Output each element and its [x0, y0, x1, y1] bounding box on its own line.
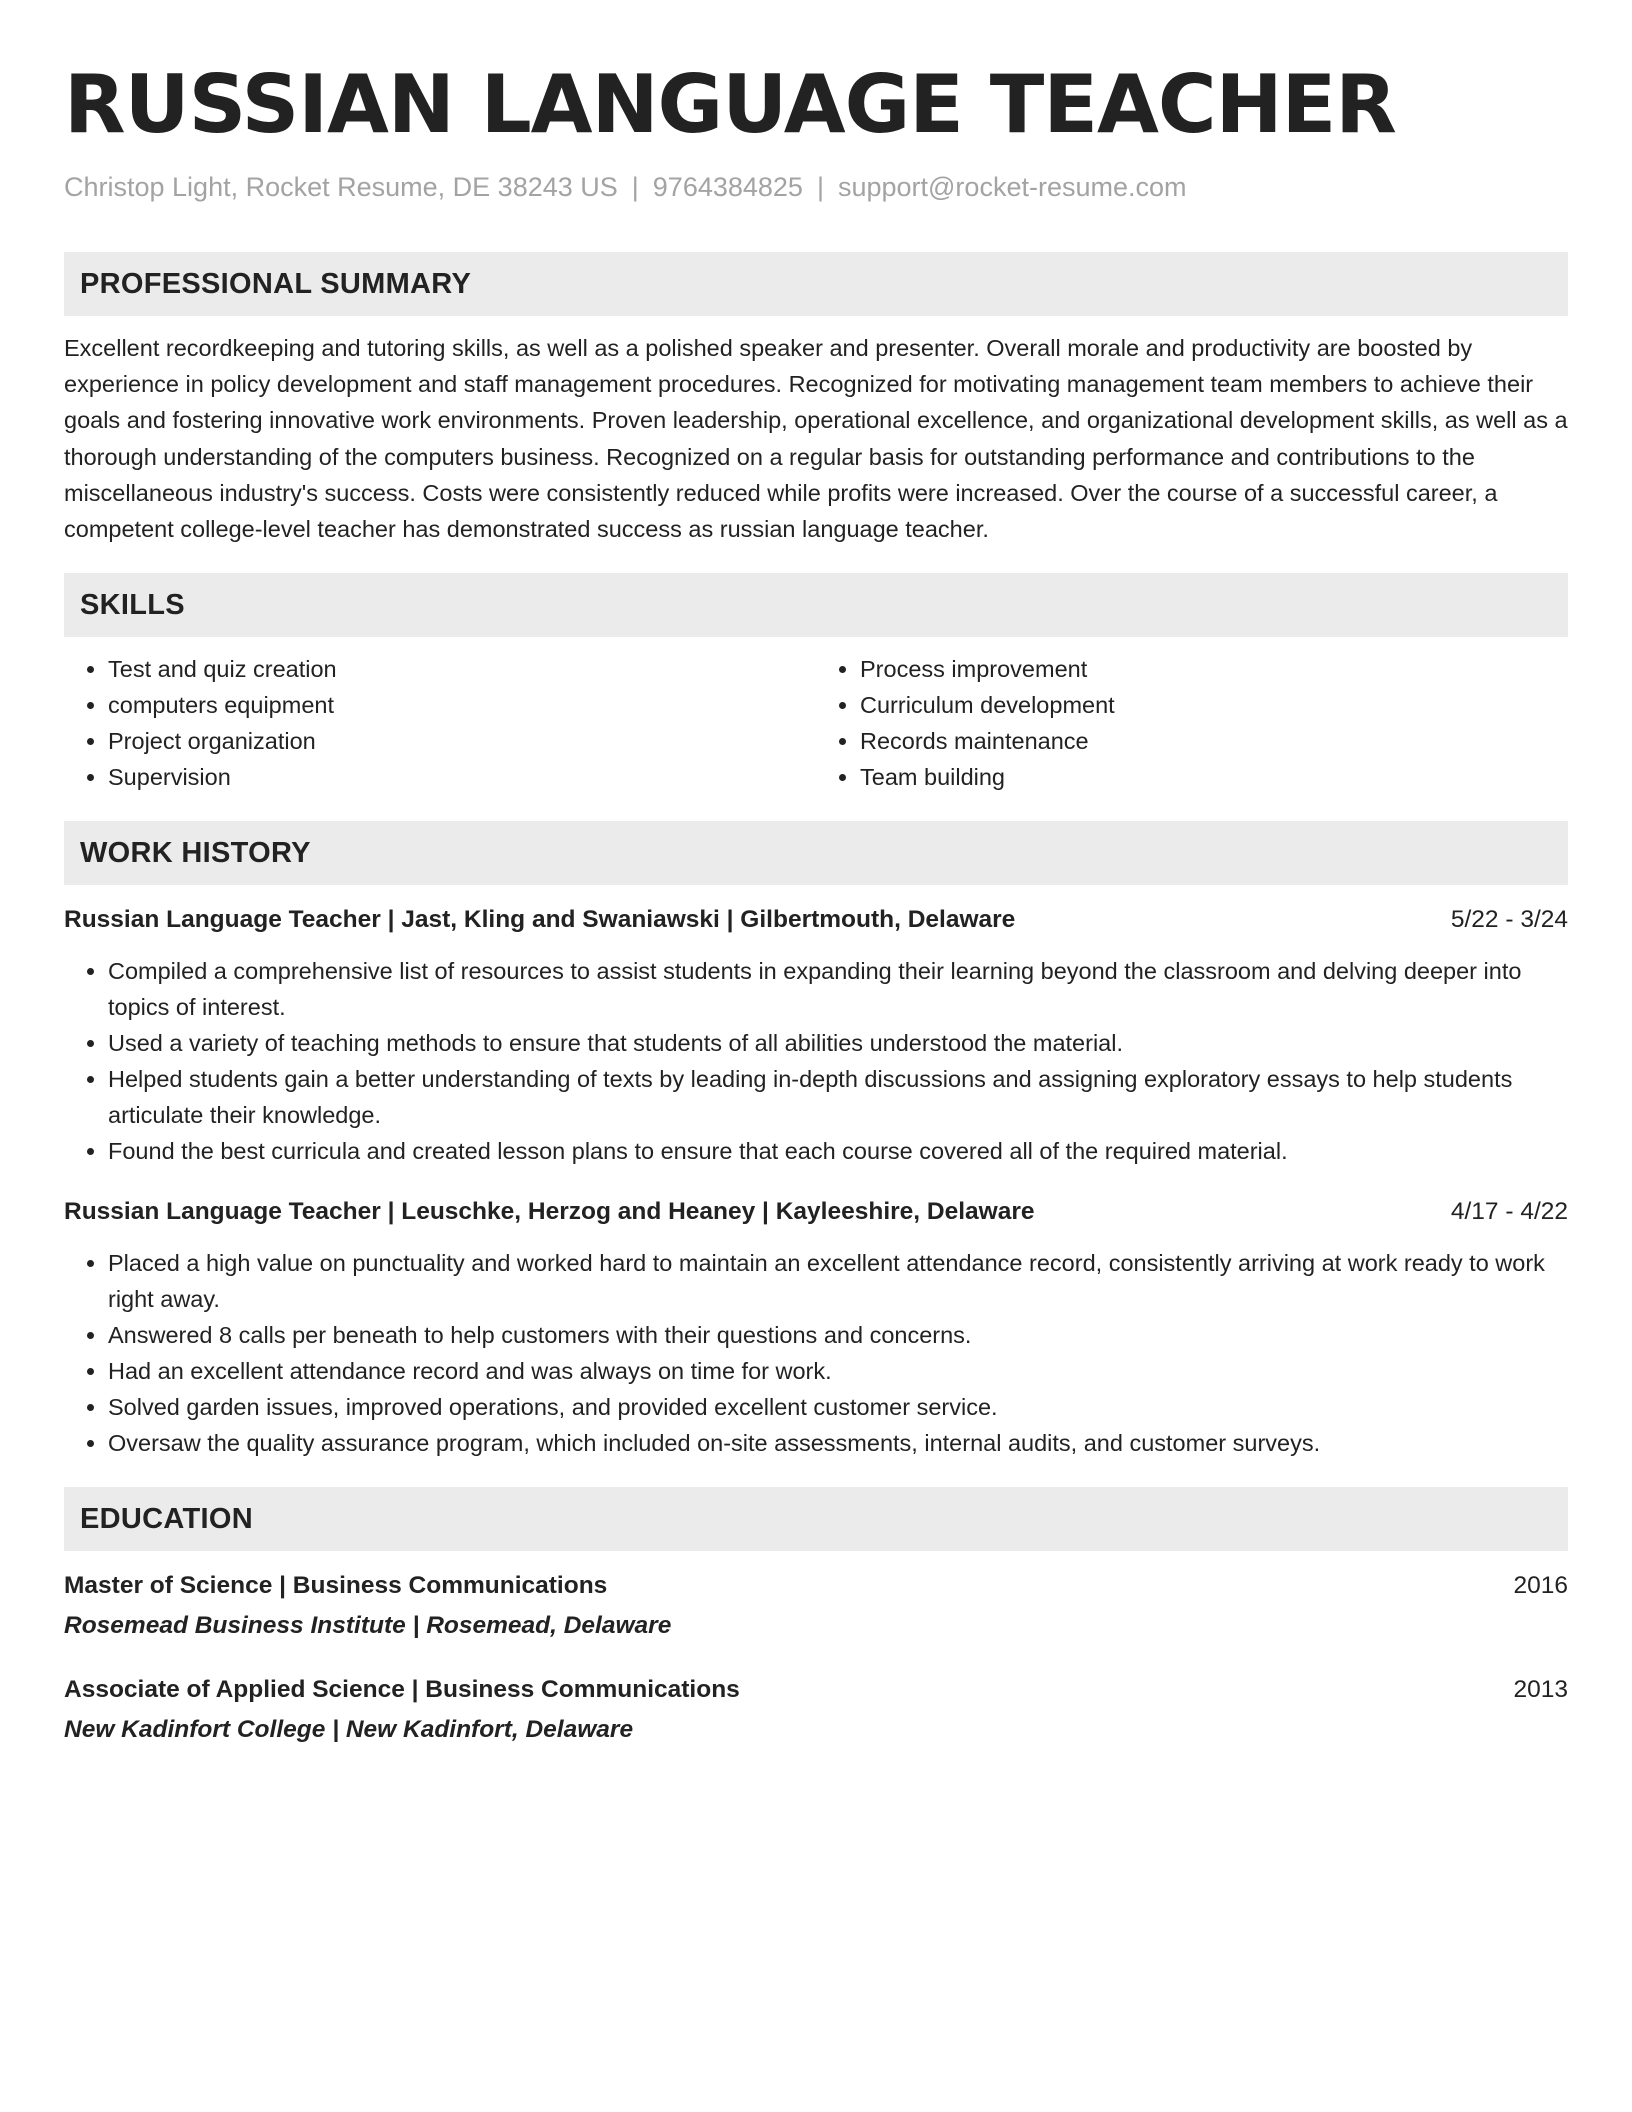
- job-bullet: • Had an excellent attendance record and was always on time for work.: [108, 1353, 1568, 1389]
- job-header: [64, 903, 1568, 937]
- skill-item: • Team building: [860, 759, 1568, 795]
- job-bullet: • Oversaw the quality assurance program, which included on-site assessments, internal audits, and customer surveys.: [108, 1425, 1568, 1461]
- contact-address: Christop Light, Rocket Resume, DE 38243 US: [64, 172, 618, 202]
- resume-title: RUSSIAN LANGUAGE TEACHER: [64, 58, 1396, 151]
- job-bullet: • Answered 8 calls per beneath to help customers with their questions and concerns.: [108, 1317, 1568, 1353]
- summary-text: Excellent recordkeeping and tutoring skills, as well as a polished speaker and presenter. Overall morale and productivity are boosted by experience in policy development and staff management procedures. Recognized for motivating management team members to achieve their goals and fostering innovative work environments. Proven leadership, operational excellence, and organizational development skills, as well as a thorough understanding of the computers business. Recognized on a regular basis for outstanding performance and contributions to the miscellaneous industry's success. Costs were consistently reduced while profits were increased. Over the course of a successful career, a competent college-level teacher has demonstrated success as russian language teacher.: [64, 335, 1568, 543]
- education-year: 2016: [1513, 1572, 1568, 1600]
- skill-item: • Project organization: [108, 723, 816, 759]
- education-entry: [64, 1673, 1568, 1747]
- contact-phone: 9764384825: [652, 172, 803, 202]
- education-entry: [64, 1569, 1568, 1643]
- section-header-summary: PROFESSIONAL SUMMARY: [64, 252, 1568, 316]
- job-dates: 4/17 - 4/22: [1450, 1198, 1568, 1226]
- skill-item: • computers equipment: [108, 687, 816, 723]
- education-degree: Master of Science | Business Communications: [64, 1572, 608, 1600]
- skill-item: • Records maintenance: [860, 723, 1568, 759]
- section-header-skills: SKILLS: [64, 573, 1568, 637]
- job-bullet: • Found the best curricula and created lesson plans to ensure that each course covered all of the required material.: [108, 1133, 1568, 1169]
- job-bullet: • Helped students gain a better understanding of texts by leading in-depth discussions and assigning exploratory essays to help students articulate their knowledge.: [108, 1061, 1568, 1133]
- education-header: [64, 1569, 1568, 1603]
- skills-column-right: [816, 651, 1568, 795]
- contact-email: support@rocket-resume.com: [837, 172, 1187, 202]
- job-entry: [64, 1195, 1568, 1461]
- section-header-education: EDUCATION: [64, 1487, 1568, 1551]
- job-dates: 5/22 - 3/24: [1450, 906, 1568, 934]
- job-bullets: [64, 1245, 1568, 1461]
- job-bullet: • Used a variety of teaching methods to ensure that students of all abilities understood the material.: [108, 1025, 1568, 1061]
- job-title: Russian Language Teacher | Jast, Kling and Swaniawski | Gilbertmouth, Delaware: [64, 906, 1016, 934]
- job-entry: [64, 903, 1568, 1169]
- job-title: Russian Language Teacher | Leuschke, Herzog and Heaney | Kayleeshire, Delaware: [64, 1198, 1035, 1226]
- section-header-work: WORK HISTORY: [64, 821, 1568, 885]
- job-bullet: • Placed a high value on punctuality and worked hard to maintain an excellent attendance record, consistently arriving at work ready to work right away.: [108, 1245, 1568, 1317]
- education-header: [64, 1673, 1568, 1707]
- skills-list: [64, 651, 1568, 795]
- skill-item: • Process improvement: [860, 651, 1568, 687]
- education-school: New Kadinfort College | New Kadinfort, Delaware: [64, 1716, 634, 1744]
- education-degree: Associate of Applied Science | Business Communications: [64, 1676, 740, 1704]
- job-bullets: [64, 953, 1568, 1169]
- education-school: Rosemead Business Institute | Rosemead, Delaware: [64, 1612, 672, 1640]
- skill-item: • Test and quiz creation: [108, 651, 816, 687]
- education-year: 2013: [1513, 1676, 1568, 1704]
- contact-separator: |: [631, 172, 639, 202]
- skills-column-left: [64, 651, 816, 795]
- contact-line: [64, 170, 1568, 204]
- job-bullet: • Compiled a comprehensive list of resources to assist students in expanding their learning beyond the classroom and delving deeper into topics of interest.: [108, 953, 1568, 1025]
- job-bullet: • Solved garden issues, improved operations, and provided excellent customer service.: [108, 1389, 1568, 1425]
- skill-item: • Supervision: [108, 759, 816, 795]
- contact-separator: |: [816, 172, 824, 202]
- skill-item: • Curriculum development: [860, 687, 1568, 723]
- job-header: [64, 1195, 1568, 1229]
